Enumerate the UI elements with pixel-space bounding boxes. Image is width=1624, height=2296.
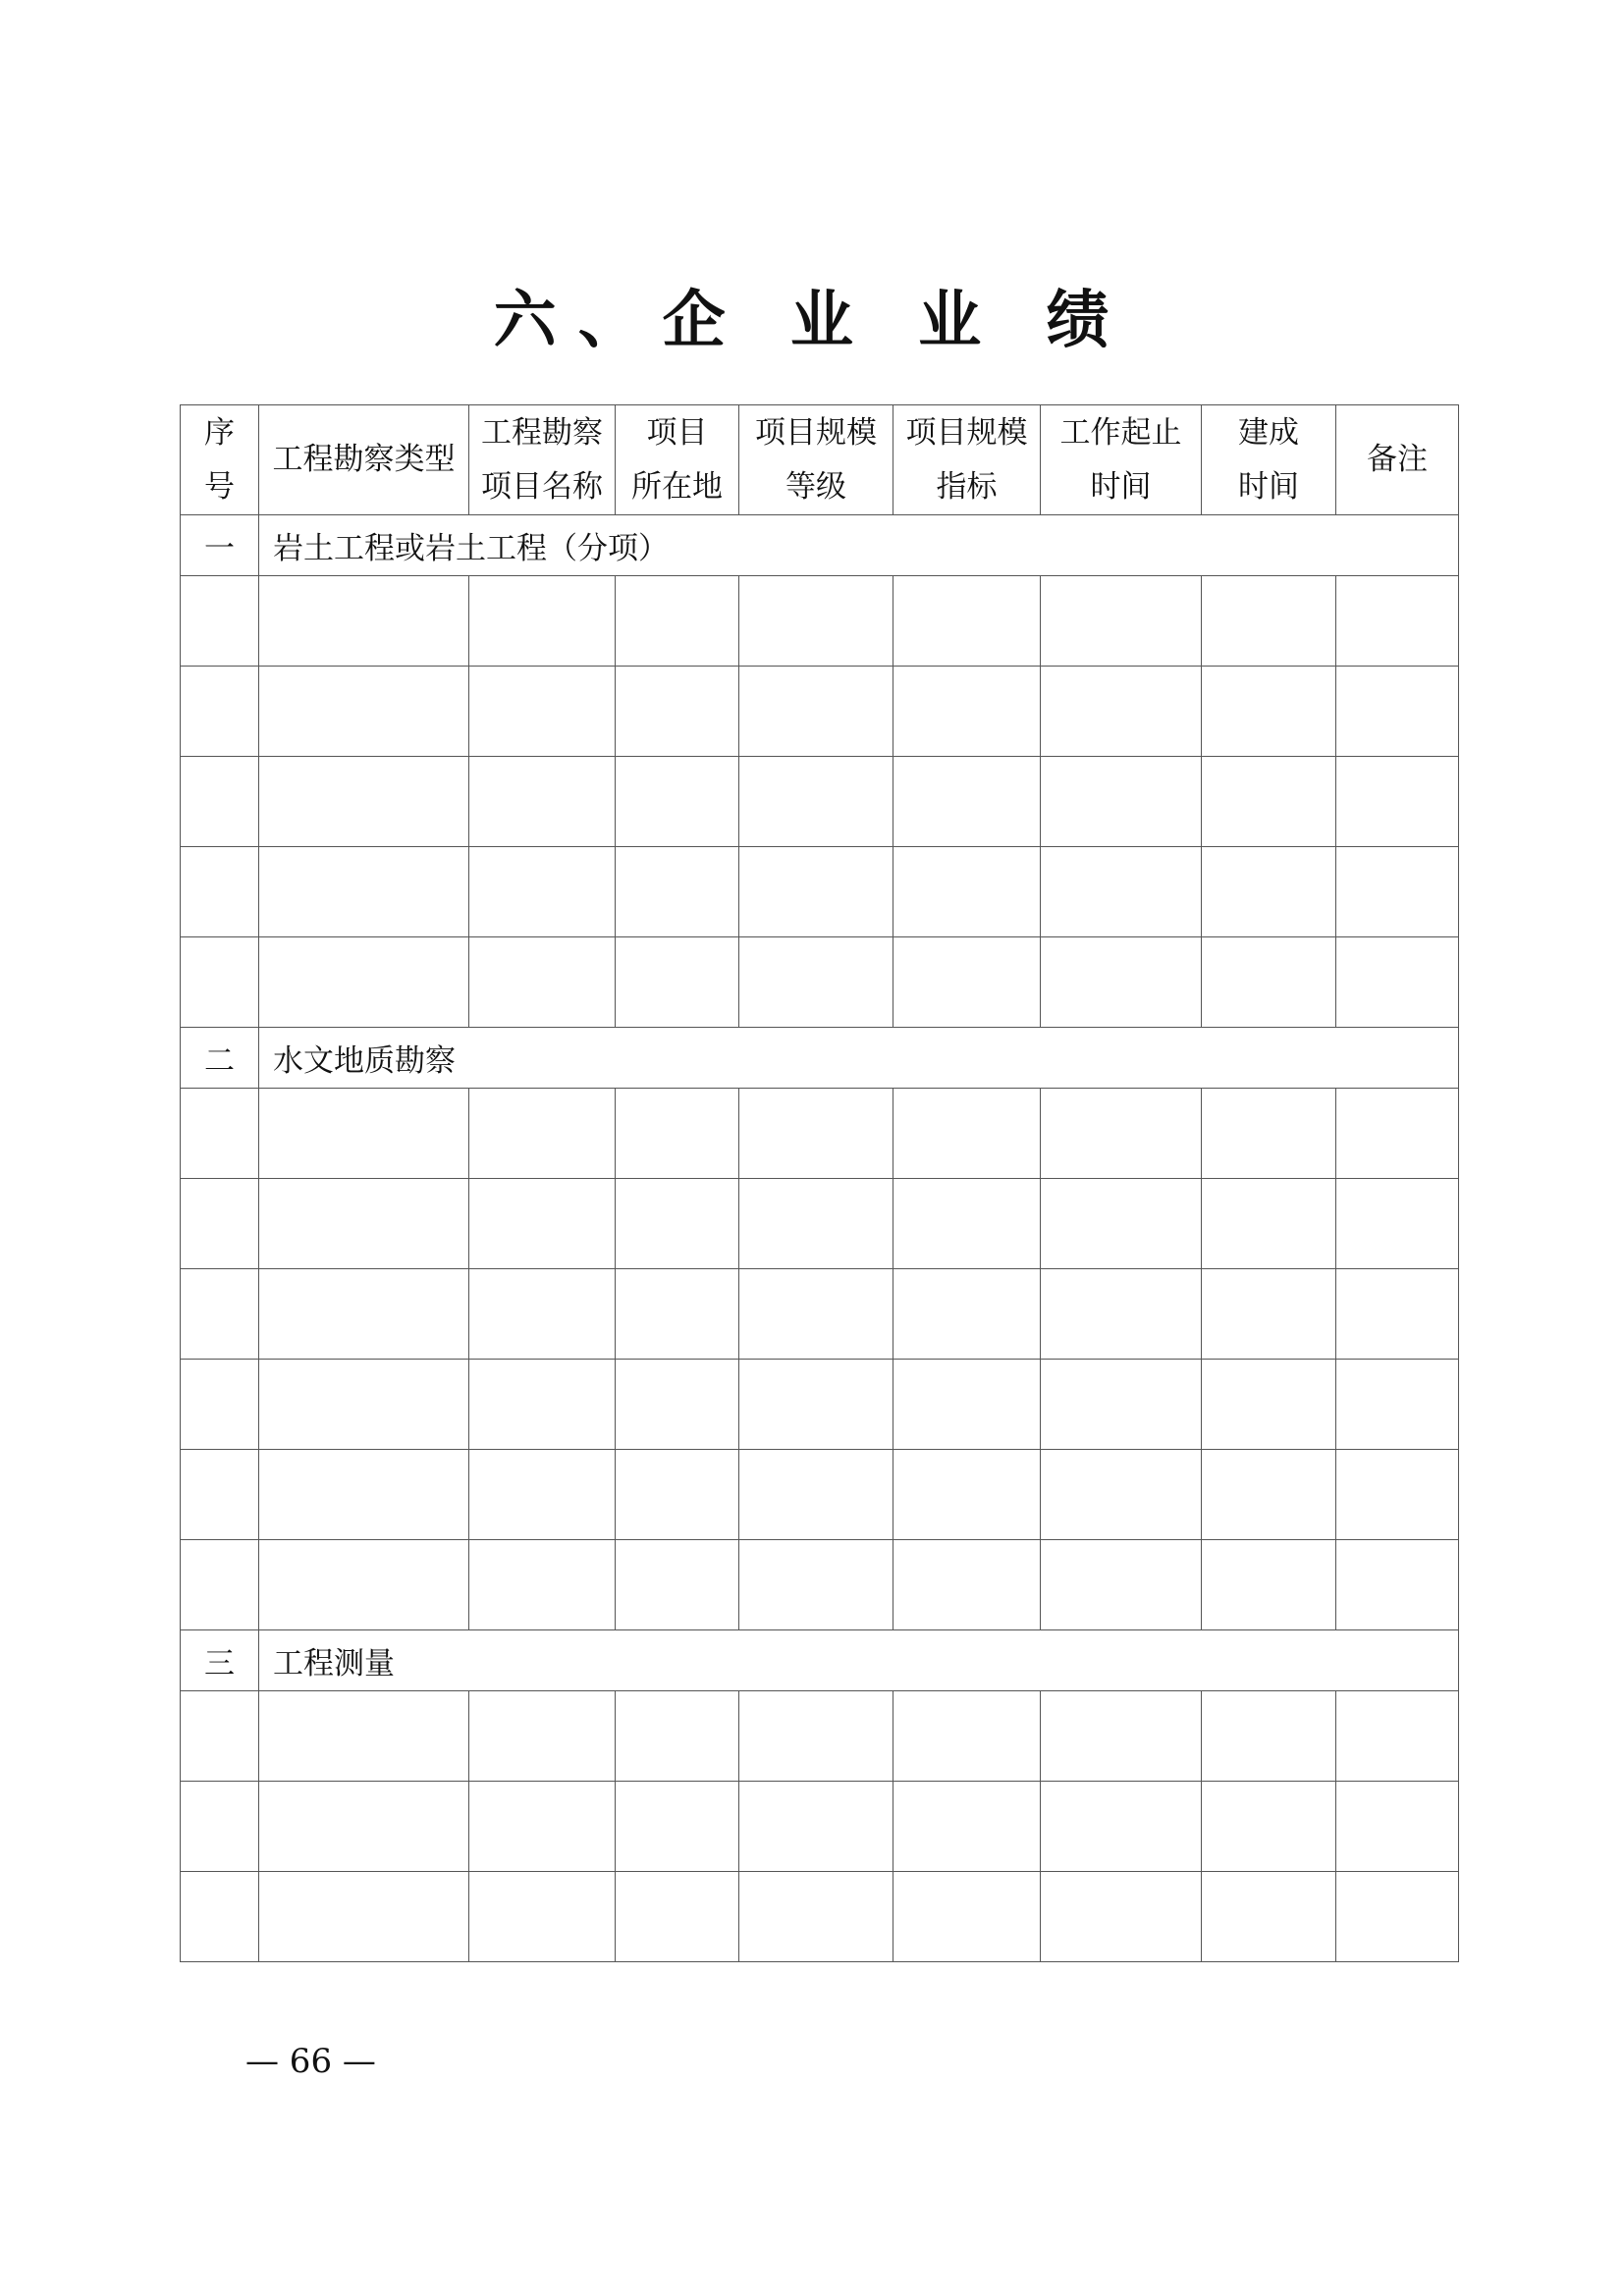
table-cell <box>1336 667 1459 757</box>
table-cell <box>739 1540 893 1630</box>
table-cell <box>1041 937 1202 1028</box>
table-cell <box>469 1450 616 1540</box>
table-cell <box>739 1360 893 1450</box>
table-cell <box>893 937 1041 1028</box>
table-cell <box>181 576 259 667</box>
table-row <box>181 1450 1459 1540</box>
table-cell <box>1336 1269 1459 1360</box>
table-row <box>181 1179 1459 1269</box>
section-row <box>181 515 1459 576</box>
header-scale-grade: 项目规模 等级 <box>739 405 893 515</box>
section-row <box>181 1630 1459 1691</box>
table-cell <box>181 1269 259 1360</box>
table-cell <box>259 937 469 1028</box>
table-cell <box>1041 1691 1202 1782</box>
table-cell <box>1202 576 1336 667</box>
table-cell <box>181 1450 259 1540</box>
header-completion-time: 建成 时间 <box>1202 405 1336 515</box>
table-cell <box>259 1782 469 1872</box>
table-cell <box>616 757 739 847</box>
table-cell <box>181 1540 259 1630</box>
header-survey-type: 工程勘察类型 <box>259 405 469 515</box>
table-cell <box>1041 667 1202 757</box>
table-cell <box>181 937 259 1028</box>
table-cell <box>739 1089 893 1179</box>
section-label: 岩土工程或岩土工程（分项） <box>259 515 1459 576</box>
section-label: 水文地质勘察 <box>259 1028 1459 1089</box>
table-cell <box>469 1872 616 1962</box>
table-cell <box>1202 667 1336 757</box>
table-cell <box>1202 757 1336 847</box>
table-cell <box>1202 1269 1336 1360</box>
table-cell <box>469 1540 616 1630</box>
table-cell <box>1041 1450 1202 1540</box>
table-cell <box>469 937 616 1028</box>
table-row <box>181 1691 1459 1782</box>
table-cell <box>1202 1179 1336 1269</box>
table-cell <box>739 1782 893 1872</box>
table-cell <box>1041 1782 1202 1872</box>
table-cell <box>259 1450 469 1540</box>
table-cell <box>1202 847 1336 937</box>
table-body <box>181 515 1459 1962</box>
performance-table <box>180 404 1459 1962</box>
table-row <box>181 1540 1459 1630</box>
table-cell <box>1041 1872 1202 1962</box>
table-cell <box>739 667 893 757</box>
table-cell <box>259 1179 469 1269</box>
table-cell <box>893 847 1041 937</box>
table-cell <box>1041 757 1202 847</box>
table-cell <box>181 847 259 937</box>
table-cell <box>1041 576 1202 667</box>
table-cell <box>259 1089 469 1179</box>
table-cell <box>259 757 469 847</box>
table-cell <box>616 1540 739 1630</box>
table-row <box>181 937 1459 1028</box>
table-header-row <box>181 405 1459 515</box>
table-cell <box>739 1269 893 1360</box>
table-cell <box>893 667 1041 757</box>
table-cell <box>469 1269 616 1360</box>
table-cell <box>1336 847 1459 937</box>
header-project-name: 工程勘察 项目名称 <box>469 405 616 515</box>
page-number: — 66 — <box>245 2042 376 2081</box>
table-cell <box>1041 1179 1202 1269</box>
table-cell <box>893 1540 1041 1630</box>
header-seq: 序 号 <box>181 405 259 515</box>
table-cell <box>259 667 469 757</box>
table-cell <box>739 576 893 667</box>
table-cell <box>469 1179 616 1269</box>
table-cell <box>893 1872 1041 1962</box>
table-cell <box>259 1691 469 1782</box>
table-cell <box>469 1360 616 1450</box>
table-cell <box>1041 1360 1202 1450</box>
page-title: 六、企 业 业 绩 <box>493 284 1131 357</box>
table-cell <box>739 1450 893 1540</box>
table-cell <box>739 757 893 847</box>
table-cell <box>1041 847 1202 937</box>
table-cell <box>739 1872 893 1962</box>
table-cell <box>893 1782 1041 1872</box>
header-remarks: 备注 <box>1336 405 1459 515</box>
table-cell <box>469 1089 616 1179</box>
table-cell <box>739 1691 893 1782</box>
table-row <box>181 1360 1459 1450</box>
table-cell <box>259 847 469 937</box>
table-cell <box>181 1089 259 1179</box>
table-cell <box>1336 576 1459 667</box>
table-cell <box>1336 1782 1459 1872</box>
section-label: 工程测量 <box>259 1630 1459 1691</box>
header-work-period: 工作起止 时间 <box>1041 405 1202 515</box>
table-cell <box>259 1269 469 1360</box>
table-cell <box>739 847 893 937</box>
table-cell <box>1336 1872 1459 1962</box>
table-cell <box>1336 1450 1459 1540</box>
table-cell <box>893 576 1041 667</box>
section-seq: 一 <box>181 515 259 576</box>
table-cell <box>1202 1782 1336 1872</box>
table-cell <box>469 1782 616 1872</box>
table-cell <box>893 1691 1041 1782</box>
table-cell <box>469 757 616 847</box>
table-cell <box>1202 1089 1336 1179</box>
table-row <box>181 757 1459 847</box>
header-scale-indicator: 项目规模 指标 <box>893 405 1041 515</box>
table-cell <box>181 667 259 757</box>
table-row <box>181 576 1459 667</box>
table-cell <box>1041 1089 1202 1179</box>
table-cell <box>259 576 469 667</box>
table-cell <box>616 1782 739 1872</box>
table-cell <box>893 1450 1041 1540</box>
table-cell <box>469 1691 616 1782</box>
table-row <box>181 1269 1459 1360</box>
table-cell <box>616 1450 739 1540</box>
table-cell <box>616 937 739 1028</box>
table-cell <box>616 1872 739 1962</box>
table-cell <box>616 847 739 937</box>
table-cell <box>616 1179 739 1269</box>
table-row <box>181 1089 1459 1179</box>
table-cell <box>469 667 616 757</box>
table-cell <box>893 1179 1041 1269</box>
table-cell <box>181 1360 259 1450</box>
table-cell <box>1336 757 1459 847</box>
table-cell <box>1336 937 1459 1028</box>
table-cell <box>1336 1691 1459 1782</box>
table-cell <box>469 576 616 667</box>
table-cell <box>1336 1089 1459 1179</box>
table-cell <box>469 847 616 937</box>
table-cell <box>1336 1540 1459 1630</box>
table-cell <box>181 1872 259 1962</box>
table-cell <box>259 1540 469 1630</box>
table-cell <box>259 1360 469 1450</box>
table-cell <box>1202 1450 1336 1540</box>
table-cell <box>893 1269 1041 1360</box>
table-cell <box>181 1782 259 1872</box>
table-cell <box>616 1269 739 1360</box>
table-cell <box>1202 1872 1336 1962</box>
table-cell <box>181 757 259 847</box>
table-cell <box>616 576 739 667</box>
table-cell <box>1041 1540 1202 1630</box>
table-row <box>181 667 1459 757</box>
table-cell <box>1336 1179 1459 1269</box>
table-cell <box>1202 1691 1336 1782</box>
table-cell <box>259 1872 469 1962</box>
table-cell <box>893 1089 1041 1179</box>
table-cell <box>1336 1360 1459 1450</box>
section-seq: 三 <box>181 1630 259 1691</box>
table-row <box>181 1872 1459 1962</box>
table-cell <box>181 1179 259 1269</box>
table-cell <box>616 1691 739 1782</box>
table-cell <box>616 667 739 757</box>
table-cell <box>739 937 893 1028</box>
table-cell <box>893 757 1041 847</box>
table-cell <box>1202 1540 1336 1630</box>
table-row <box>181 847 1459 937</box>
table-row <box>181 1782 1459 1872</box>
table-cell <box>893 1360 1041 1450</box>
table-cell <box>181 1691 259 1782</box>
table-cell <box>1041 1269 1202 1360</box>
table-cell <box>1202 937 1336 1028</box>
table-cell <box>739 1179 893 1269</box>
table-cell <box>616 1089 739 1179</box>
table-cell <box>1202 1360 1336 1450</box>
header-project-location: 项目 所在地 <box>616 405 739 515</box>
section-row <box>181 1028 1459 1089</box>
section-seq: 二 <box>181 1028 259 1089</box>
table-cell <box>616 1360 739 1450</box>
